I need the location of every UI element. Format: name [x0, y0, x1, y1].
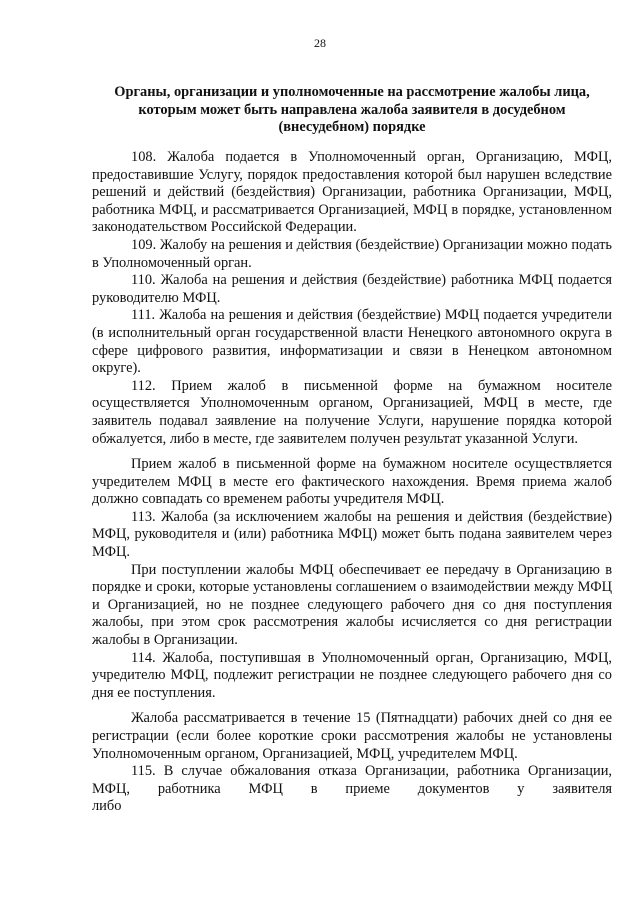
- paragraph-111: 111. Жалоба на решения и действия (бездействие) МФЦ подается учредители (в исполнительный орган государственной власти Ненецкого автономного округа в сфере цифрового развития, информатизации и связи в Ненецком автономном округе).: [92, 307, 612, 377]
- paragraph-114: 114. Жалоба, поступившая в Уполномоченный орган, Организацию, МФЦ, учредителю МФЦ, подлежит регистрации не позднее следующего рабочего дня со дня ее поступления.: [92, 649, 612, 701]
- document-body: [92, 149, 612, 816]
- paragraph-113: 113. Жалоба (за исключением жалобы на решения и действия (бездействие) МФЦ, руководителя и (или) работника МФЦ) может быть подана заявителем через МФЦ.: [92, 508, 612, 561]
- paragraph-115-text: 115. В случае обжалования отказа Организации, работника Организации, МФЦ, работника МФЦ в приеме документов у заявителя: [92, 763, 612, 797]
- paragraph-115: [92, 763, 612, 816]
- heading-line-2: которым может быть направлена жалоба заявителя в досудебном: [138, 101, 566, 118]
- section-heading: [92, 84, 612, 137]
- paragraph-115-tail: либо: [92, 798, 122, 815]
- heading-line-3: (внесудебном) порядке: [278, 119, 426, 135]
- heading-line-1: Органы, организации и уполномоченные на рассмотрение жалобы лица,: [114, 84, 590, 100]
- paragraph-108: 108. Жалоба подается в Уполномоченный орган, Организацию, МФЦ, предоставившие Услугу, порядок предоставления которой был нарушен вследствие решений и действий (бездействия) Организации, работника Организации, МФЦ, работника МФЦ, и рассматривается Организацией, МФЦ в порядке, установленном законодательством Российской Федерации.: [92, 149, 612, 236]
- paragraph-112-continued: Прием жалоб в письменной форме на бумажном носителе осуществляется учредителем МФЦ в месте его фактического нахождения. Время приема жалоб должно совпадать со временем работы учредителя МФЦ.: [92, 456, 612, 508]
- page-number: 28: [314, 36, 326, 50]
- paragraph-112: 112. Прием жалоб в письменной форме на бумажном носителе осуществляется Уполномоченным органом, Организацией, МФЦ в месте, где заявитель подавал заявление на получение Услуги, нарушение порядка которой обжалуется, либо в месте, где заявителем получен результат указанной Услуги.: [92, 377, 612, 447]
- paragraph-109: 109. Жалобу на решения и действия (бездействие) Организации можно подать в Уполномоченный орган.: [92, 236, 612, 271]
- paragraph-114-continued: Жалоба рассматривается в течение 15 (Пятнадцати) рабочих дней со дня ее регистрации (если более короткие сроки рассмотрения жалобы не установлены Уполномоченным органом, Организацией, МФЦ, учредителем МФЦ.: [92, 710, 612, 762]
- paragraph-113-continued: При поступлении жалобы МФЦ обеспечивает ее передачу в Организацию в порядке и сроки, которые установлены соглашением о взаимодействии между МФЦ и Организацией, но не позднее следующего рабочего дня со дня поступления жалобы, при этом срок рассмотрения жалобы исчисляется со дня регистрации жалобы в Организации.: [92, 561, 612, 649]
- paragraph-110: 110. Жалоба на решения и действия (бездействие) работника МФЦ подается руководителю МФЦ.: [92, 272, 612, 306]
